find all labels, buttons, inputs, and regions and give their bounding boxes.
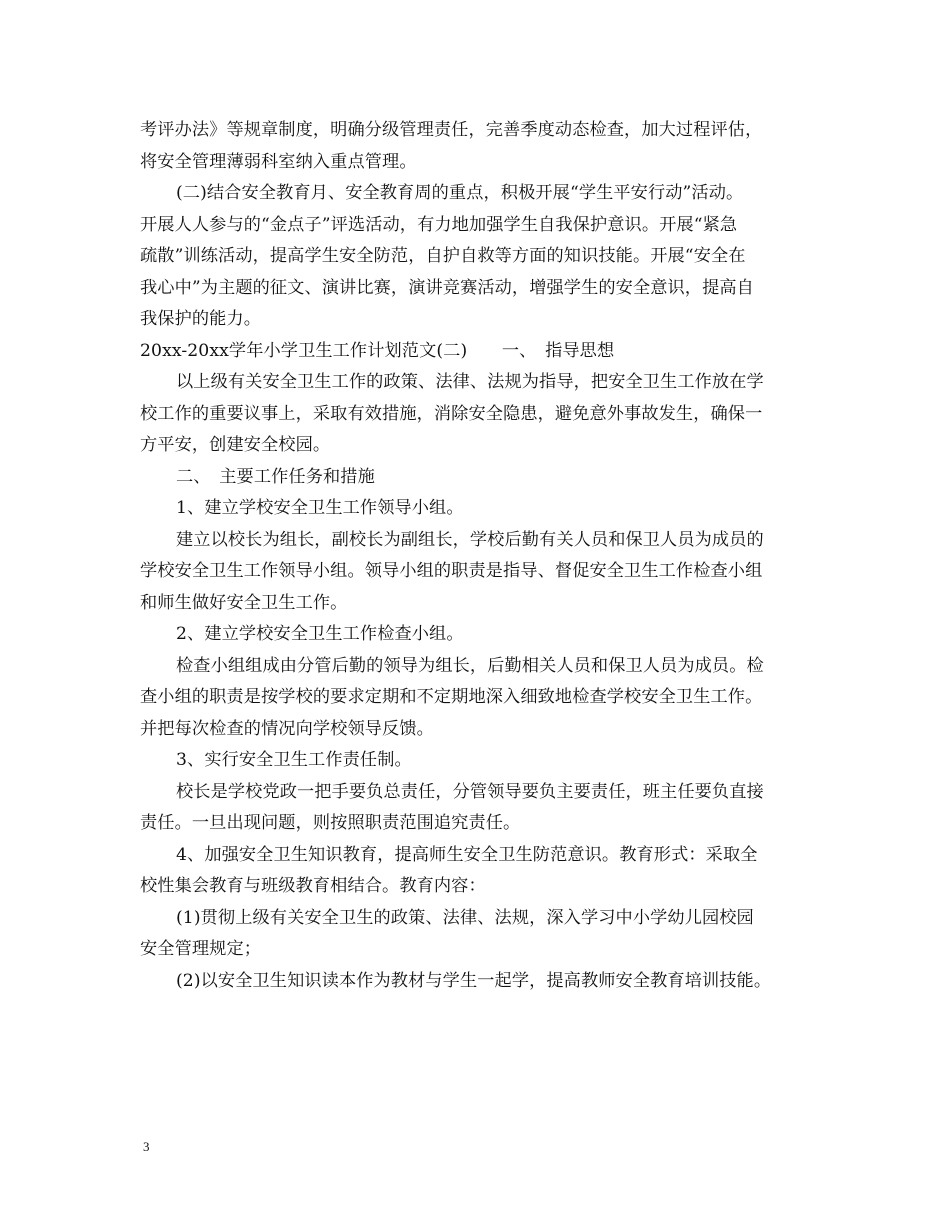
body-line: (二)结合安全教育月、安全教育周的重点，积极开展“学生平安行动”活动。 — [176, 183, 744, 203]
body-line: 责任。一旦出现问题，则按照职责范围追究责任。 — [140, 813, 521, 833]
body-line: 方平安，创建安全校园。 — [140, 435, 331, 455]
list-item-heading: 2、建立学校安全卫生工作检查小组。 — [176, 624, 464, 644]
list-item-heading: 3、实行安全卫生工作责任制。 — [176, 750, 412, 770]
body-line: 将安全管理薄弱科室纳入重点管理。 — [140, 151, 417, 172]
body-line: 以上级有关安全卫生工作的政策、法律、法规为指导，把安全卫生工作放在学 — [176, 372, 764, 392]
body-line: 安全管理规定； — [140, 939, 262, 959]
body-line: 我心中”为主题的征文、演讲比赛，演讲竞赛活动，增强学生的安全意识，提高自 — [140, 277, 754, 298]
body-line: 和师生做好安全卫生工作。 — [140, 592, 348, 613]
list-item-heading: 1、建立学校安全卫生工作领导小组。 — [176, 498, 464, 518]
body-line: 开展人人参与的“金点子”评选活动，有力地加强学生自我保护意识。开展“紧急 — [140, 214, 738, 235]
body-line: 校性集会教育与班级教育相结合。教育内容： — [140, 876, 486, 896]
body-line: 考评办法》等规章制度，明确分级管理责任，完善季度动态检查，加大过程评估， — [140, 120, 763, 140]
body-line: 学校安全卫生工作领导小组。领导小组的职责是指导、督促安全卫生工作检查小组 — [140, 561, 763, 581]
body-line: 查小组的职责是按学校的要求定期和不定期地深入细致地检查学校安全卫生工作。 — [140, 687, 763, 707]
body-line: 并把每次检查的情况向学校领导反馈。 — [140, 718, 434, 739]
section-heading: 20xx-20xx学年小学卫生工作计划范文(二) 一、 指导思想 — [140, 340, 615, 361]
body-line: 疏散”训练活动，提高学生安全防范，自护自救等方面的知识技能。开展“安全在 — [140, 246, 746, 266]
page-number: 3 — [143, 1139, 150, 1154]
body-line: (2)以安全卫生知识读本作为教材与学生一起学，提高教师安全教育培训技能。 — [176, 970, 772, 991]
section-heading: 二、 主要工作任务和措施 — [176, 466, 375, 487]
body-line: (1)贯彻上级有关安全卫生的政策、法律、法规，深入学习中小学幼儿园校园 — [176, 907, 754, 928]
body-line: 我保护的能力。 — [140, 309, 262, 329]
body-line: 检查小组组成由分管后勤的领导为组长，后勤相关人员和保卫人员为成员。检 — [176, 655, 764, 676]
document-body — [140, 115, 812, 997]
body-line: 建立以校长为组长，副校长为副组长，学校后勤有关人员和保卫人员为成员的 — [176, 529, 764, 550]
body-line: 校工作的重要议事上，采取有效措施，消除安全隐患，避免意外事故发生，确保一 — [140, 403, 763, 424]
body-line: 校长是学校党政一把手要负总责任，分管领导要负主要责任，班主任要负直接 — [176, 781, 764, 802]
list-item-heading: 4、加强安全卫生知识教育，提高师生安全卫生防范意识。教育形式：采取全 — [176, 844, 758, 865]
